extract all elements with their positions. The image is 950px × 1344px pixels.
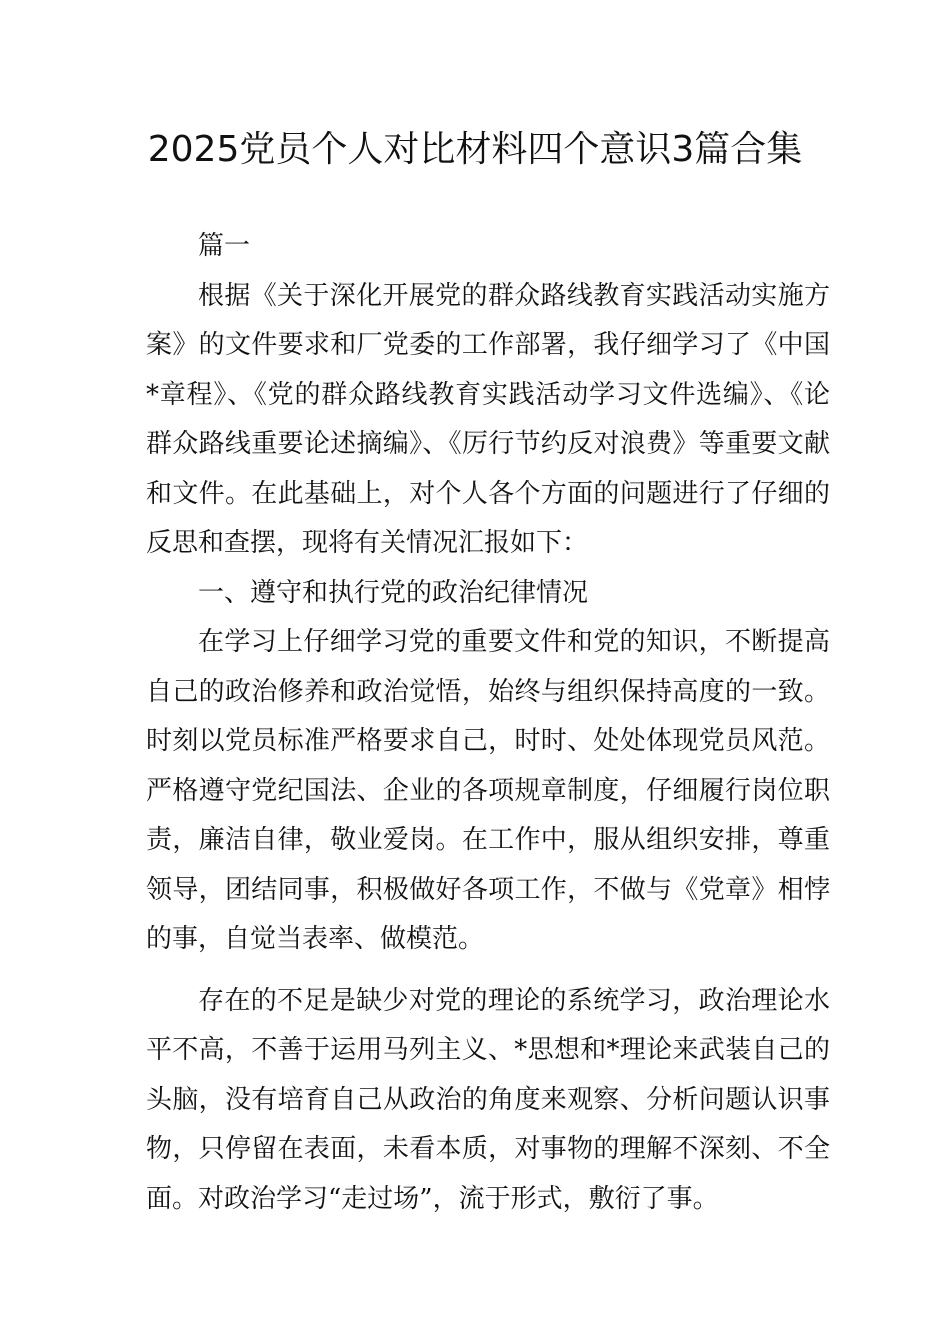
paragraph-study-and-conduct: 在学习上仔细学习党的重要文件和党的知识，不断提高自己的政治修养和政治觉悟，始终与组织保持高度的一致。时刻以党员标准严格要求自己，时时、处处体现党员风范。严格遵守党纪国法、企业的各项规章制度，仔细履行岗位职责，廉洁自律，敬业爱岗。在工作中，服从组织安排，尊重领导，团结同事，积极做好各项工作，不做与《党章》相悖的事，自觉当表率、做模范。 — [146, 627, 830, 954]
section-heading-political-discipline: 一、遵守和执行党的政治纪律情况 — [198, 577, 589, 608]
paragraph-shortcomings: 存在的不足是缺少对党的理论的系统学习，政治理论水平不高，不善于运用马列主义、*思想和*理论来武装自己的头脑，没有培育自己从政治的角度来观察、分析问题认识事物，只停留在表面，未看本质，对事物的理解不深刻、不全面。对政治学习“走过场”，流于形式，敷衍了事。 — [146, 985, 830, 1214]
section-heading-part-one: 篇一 — [198, 231, 251, 261]
document-body — [146, 222, 830, 1224]
paragraph-intro: 根据《关于深化开展党的群众路线教育实践活动实施方案》的文件要求和厂党委的工作部署，我仔细学习了《中国*章程》、《党的群众路线教育实践活动学习文件选编》、《论群众路线重要论述摘编》、《厉行节约反对浪费》等重要文献和文件。在此基础上，对个人各个方面的问题进行了仔细的反思和查摆，现将有关情况汇报如下： — [146, 280, 830, 558]
document-title: 2025党员个人对比材料四个意识3篇合集 — [147, 129, 803, 170]
